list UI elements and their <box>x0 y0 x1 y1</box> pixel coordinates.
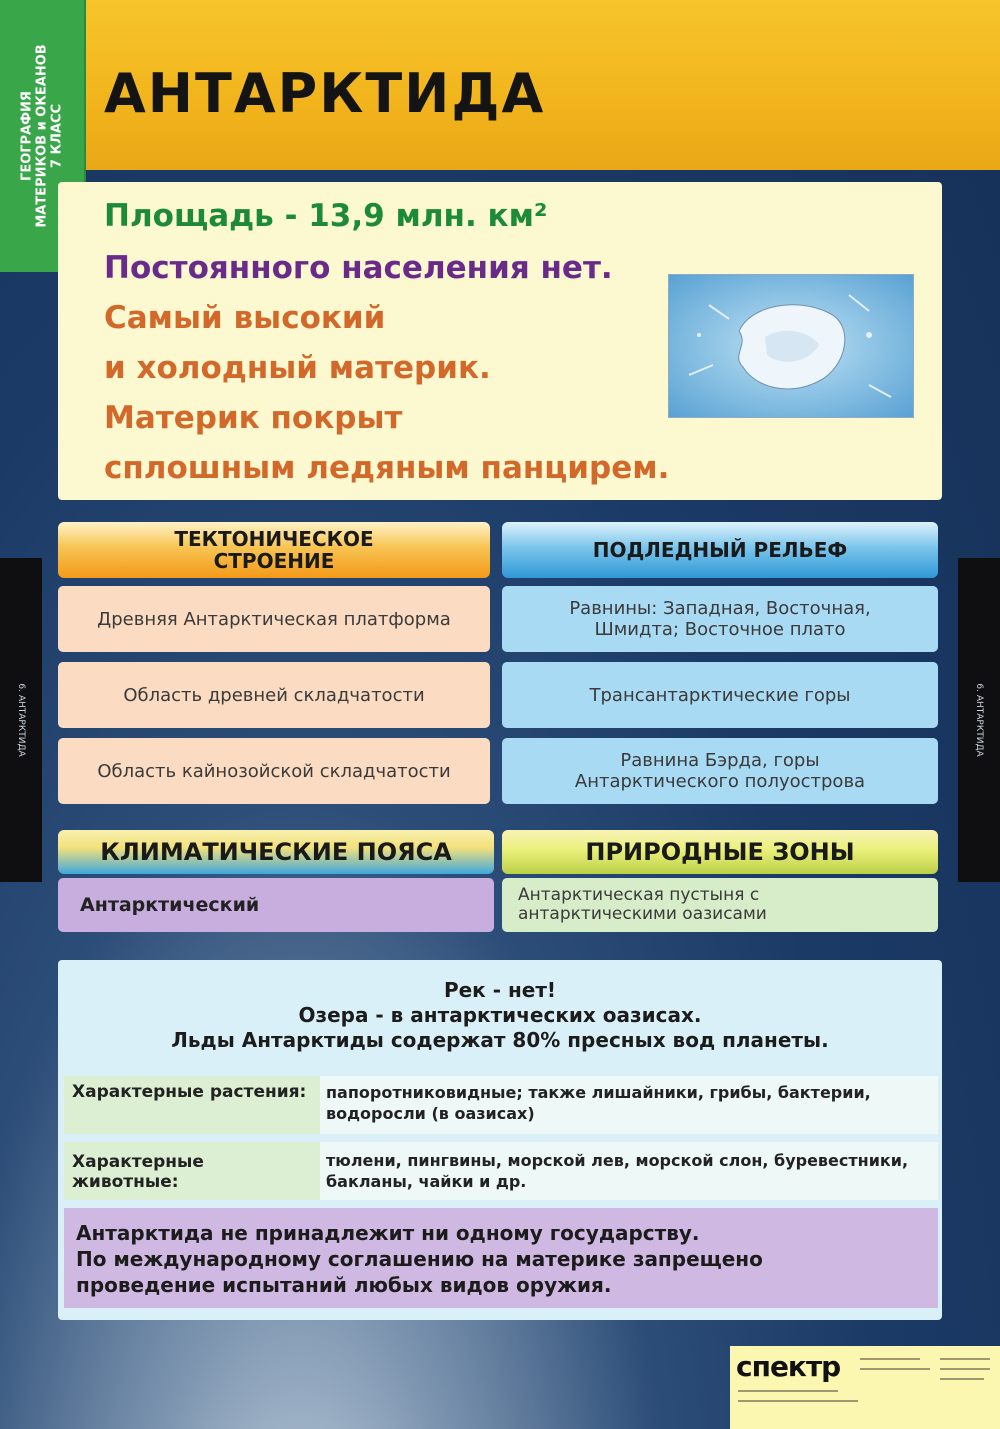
relief-item-3: Равнина Бэрда, горы Антарктического полуострова <box>502 738 938 804</box>
area-text: Площадь - 13,9 млн. км² <box>104 198 548 234</box>
ice-line: Льды Антарктиды содержат 80% пресных вод планеты. <box>171 1028 829 1052</box>
imprint-line <box>940 1358 990 1360</box>
subject-line-2: МАТЕРИКОВ и ОКЕАНОВ <box>34 44 50 228</box>
subject-line-3: 7 КЛАСС <box>49 103 65 169</box>
tectonic-item-2: Область древней складчатости <box>58 662 490 728</box>
treaty-line-3: проведение испытаний любых видов оружия. <box>76 1273 612 1297</box>
plants-value: папоротниковидные; также лишайники, грибы, бактерии, водоросли (в оазисах) <box>320 1076 938 1134</box>
relief-item-1: Равнины: Западная, Восточная, Шмидта; Восточное плато <box>502 586 938 652</box>
treaty-note <box>64 1208 938 1308</box>
imprint-line <box>738 1400 858 1402</box>
animals-label: Характерные животные: <box>64 1142 320 1200</box>
relief-header: ПОДЛЕДНЫЙ РЕЛЬЕФ <box>502 522 938 578</box>
treaty-line-2: По международному соглашению на материке запрещено <box>76 1247 763 1271</box>
rivers-line: Рек - нет! <box>443 978 557 1002</box>
imprint-line <box>940 1368 990 1370</box>
treaty-line-1: Антарктида не принадлежит ни одному государству. <box>76 1221 700 1245</box>
tectonic-item-1: Древняя Антарктическая платформа <box>58 586 490 652</box>
animals-value: тюлени, пингвины, морской лев, морской слон, буревестники, бакланы, чайки и др. <box>320 1142 938 1200</box>
relief-item-2: Трансантарктические горы <box>502 662 938 728</box>
hydro-text <box>58 978 942 1053</box>
fact-line-1: Самый высокий <box>104 300 386 336</box>
fact-line-2: и холодный материк. <box>104 350 491 386</box>
lakes-line: Озера - в антарктических оазисах. <box>298 1003 702 1027</box>
zones-value: Антарктическая пустыня с антарктическими оазисами <box>502 878 938 932</box>
antarctica-map-image <box>668 274 914 418</box>
imprint-line <box>940 1378 984 1380</box>
zones-header: ПРИРОДНЫЕ ЗОНЫ <box>502 830 938 874</box>
imprint-line <box>738 1390 838 1392</box>
imprint-line <box>860 1368 930 1370</box>
fact-line-3: Материк покрыт <box>104 400 403 436</box>
population-text: Постоянного населения нет. <box>104 250 613 286</box>
tectonic-item-3: Область кайнозойской складчатости <box>58 738 490 804</box>
plants-label: Характерные растения: <box>64 1076 320 1134</box>
tectonic-header: ТЕКТОНИЧЕСКОЕ СТРОЕНИЕ <box>58 522 490 578</box>
climate-header: КЛИМАТИЧЕСКИЕ ПОЯСА <box>58 830 494 874</box>
page-title: АНТАРКТИДА <box>104 62 546 125</box>
right-side-strip <box>958 558 1000 882</box>
climate-value: Антарктический <box>58 878 494 932</box>
publisher-logo: спектр <box>736 1350 841 1383</box>
fact-line-4: сплошным ледяным панцирем. <box>104 450 670 486</box>
imprint-line <box>860 1358 920 1360</box>
hydro-block <box>58 960 942 1320</box>
left-strip-label: 6. АНТАРКТИДА <box>16 683 26 757</box>
intro-panel <box>58 182 942 500</box>
left-side-strip <box>0 558 42 882</box>
subject-line-1: ГЕОГРАФИЯ <box>19 91 35 181</box>
right-strip-label: 6. АНТАРКТИДА <box>974 683 984 757</box>
publisher-box <box>730 1346 1000 1429</box>
